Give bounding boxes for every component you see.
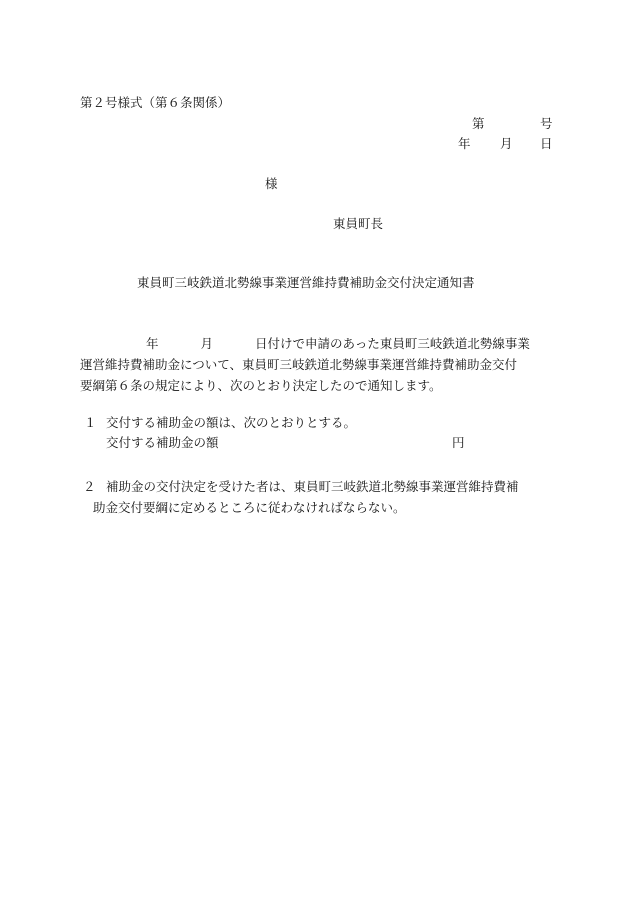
date-month-label: 月 xyxy=(500,136,513,151)
item-2-line-1 xyxy=(80,476,552,497)
item-2-line-2-text: 助金交付要綱に定めるところに従わなければならない。 xyxy=(93,500,406,515)
issuer-name: 東員町長 xyxy=(333,216,384,231)
item-2-line-1-text: 補助金の交付決定を受けた者は、東員町三岐鉄道北勢線事業運営維持費補 xyxy=(106,479,519,494)
doc-number-suffix: 号 xyxy=(540,116,553,131)
body-line-2: 運営維持費補助金について、東員町三岐鉄道北勢線事業運営維持費補助金交付 xyxy=(80,357,518,372)
item-2-number: ２ xyxy=(83,479,96,494)
doc-number-prefix: 第 xyxy=(472,116,485,131)
body-line-1 xyxy=(80,333,550,354)
document-title: 東員町三岐鉄道北勢線事業運営維持費補助金交付決定通知書 xyxy=(137,275,475,290)
body-paragraph xyxy=(80,333,550,396)
body-line-3: 要綱第６条の規定により、次のとおり決定したので通知します。 xyxy=(80,378,442,393)
item-1-amount-label: 交付する補助金の額 xyxy=(106,435,219,450)
body-line-1-text: 日付けで申請のあった東員町三岐鉄道北勢線事業 xyxy=(255,336,530,351)
body-date-month: 月 xyxy=(200,336,214,351)
body-date-year: 年 xyxy=(146,336,159,351)
item-2-line-2 xyxy=(80,497,552,518)
item-1-text: 交付する補助金の額は、次のとおりとする。 xyxy=(106,415,357,430)
addressee-honorific: 様 xyxy=(265,176,278,191)
date-year-label: 年 xyxy=(458,136,471,151)
item-1-number: １ xyxy=(84,415,97,430)
item-2 xyxy=(80,476,552,518)
date-day-label: 日 xyxy=(540,136,553,151)
item-1-amount-unit: 円 xyxy=(452,435,465,450)
form-label: 第２号様式（第６条関係） xyxy=(80,95,231,110)
